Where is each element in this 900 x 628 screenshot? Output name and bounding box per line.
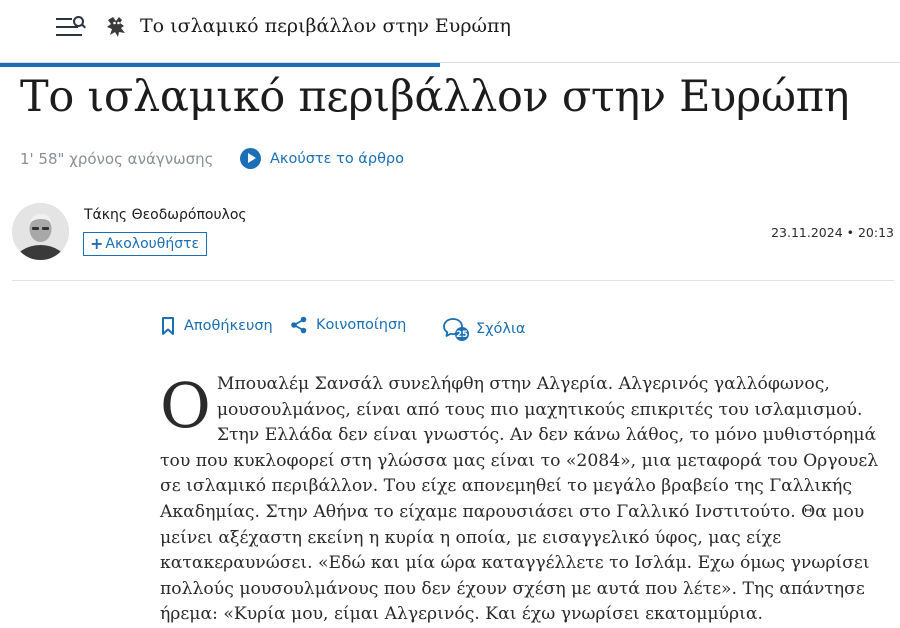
save-button[interactable] bbox=[160, 316, 273, 336]
menu-search-icon[interactable] bbox=[56, 16, 86, 40]
read-time: 1' 58" χρόνος ανάγνωσης bbox=[20, 150, 214, 168]
share-label: Κοινοποίηση bbox=[316, 317, 407, 333]
site-header-title[interactable]: Το ισλαμικό περιβάλλον στην Ευρώπη bbox=[140, 15, 511, 37]
site-header bbox=[0, 0, 900, 62]
article-body bbox=[160, 369, 880, 628]
listen-article-label: Ακούστε το άρθρο bbox=[270, 150, 405, 167]
article-title: Το ισλαμικό περιβάλλον στην Ευρώπη bbox=[20, 72, 850, 122]
play-icon bbox=[240, 148, 261, 169]
comments-button[interactable] bbox=[442, 316, 525, 342]
author-divider bbox=[12, 280, 894, 281]
save-label: Αποθήκευση bbox=[184, 318, 273, 334]
share-button[interactable] bbox=[290, 316, 406, 334]
listen-article-button[interactable] bbox=[240, 148, 404, 169]
author-name[interactable]: Τάκης Θεοδωρόπουλος bbox=[84, 207, 247, 223]
article-body-text: Μπουαλέμ Σανσάλ συνελήφθη στην Αλγερία. Αλγερινός γαλλόφωνος, μουσουλμάνος, είναι από τους πιο μαχητικούς επικριτές του ισλαμισμού. Στην Ελλάδα δεν είναι γνωστός. Αν δεν κάνω λάθος, το μόνο μυθιστόρημά του που κυκλοφορεί στη γλώσσα μας είναι το «2084», μια μεταφορά του Οργουελ σε ισλαμικό περιβάλλον. Του είχε απονεμηθεί το μεγάλο βραβείο της Γαλλικής Ακαδημίας. Στην Αθήνα το είχαμε παρουσιάσει στο Γαλλικό Ινστιτούτο. Θα μου μείνει αξέχαστη εκείνη η κυρία η οποία, με εισαγγελικό ύφος, μας είχε κατακεραυνώσει. «Εδώ και μία ώρα καταγγέλλετε το Ισλάμ. Εχω όμως γνωρίσει πολλούς μουσουλμάνους που δεν έχουν σχέση με αυτά που λέτε». Της απάντησε ήρεμα: «Κυρία μου, είμαι Αλγερινός. Και έχω γνωρίσει εκατομμύρια. bbox=[160, 374, 879, 625]
share-icon bbox=[290, 316, 308, 334]
owl-logo-icon[interactable] bbox=[104, 14, 130, 40]
follow-label: Ακολουθήστε bbox=[105, 236, 200, 252]
comments-label: Σχόλια bbox=[476, 321, 526, 337]
follow-author-button[interactable] bbox=[83, 232, 207, 256]
comments-count: 25 bbox=[456, 330, 468, 340]
reading-progress-bar bbox=[0, 63, 440, 67]
author-avatar[interactable] bbox=[12, 203, 69, 260]
dropcap: Ο bbox=[160, 369, 211, 442]
comment-bubble-icon bbox=[442, 316, 472, 342]
publish-date: 23.11.2024 • 20:13 bbox=[771, 225, 894, 240]
plus-icon: + bbox=[90, 234, 104, 253]
bookmark-icon bbox=[160, 316, 176, 336]
